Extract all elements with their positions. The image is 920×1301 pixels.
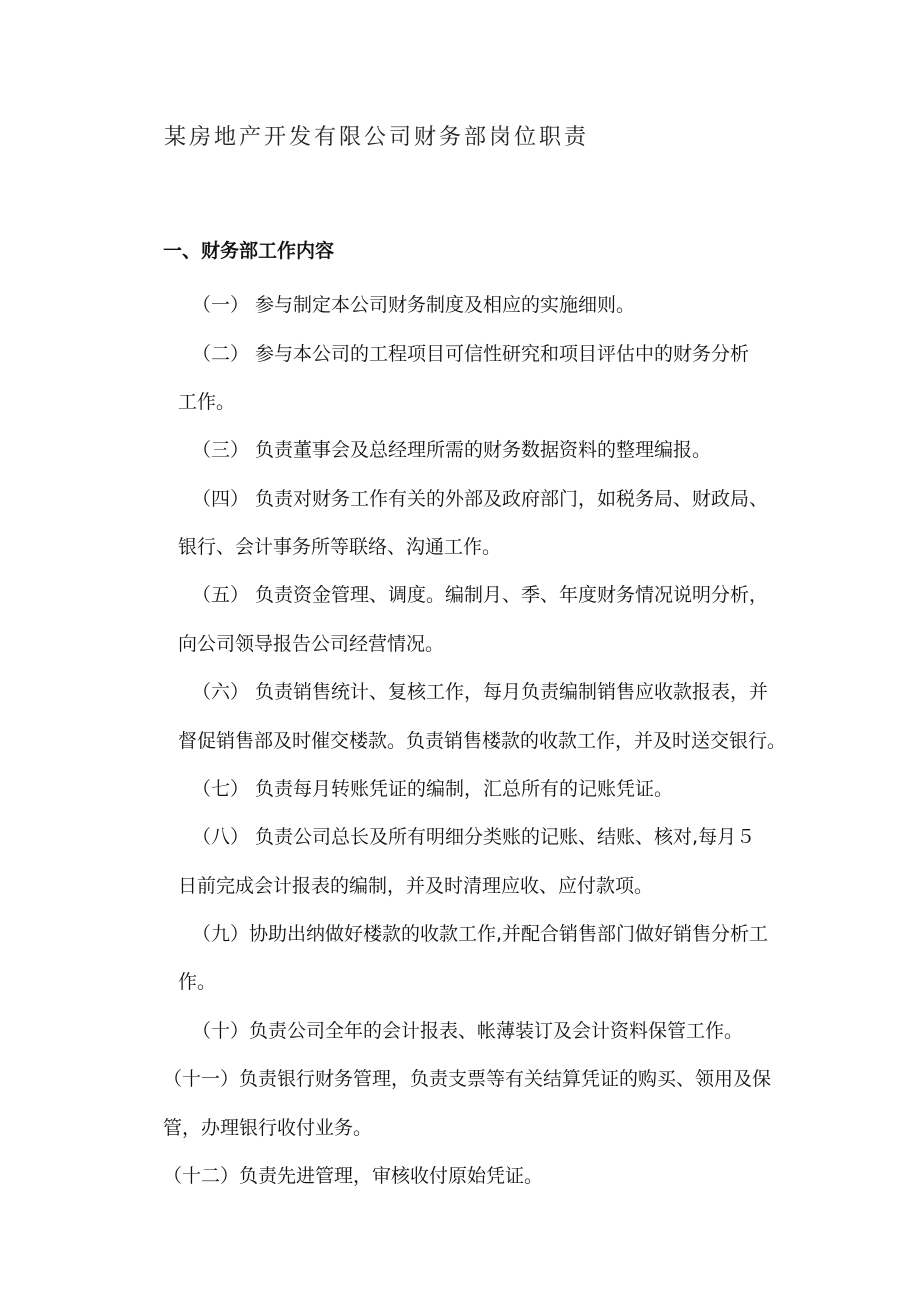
duty-line-continuation: 工作。 [178,391,236,413]
duty-line: （五） 负责资金管理、调度。编制月、季、年度财务情况说明分析， [192,584,769,606]
duty-line-continuation: 日前完成会计报表的编制，并及时清理应收、应付款项。 [178,875,654,897]
duty-line-continuation: 向公司领导报告公司经营情况。 [178,633,445,655]
duty-line: （二） 参与本公司的工程项目可信性研究和项目评估中的财务分析 [192,343,750,365]
duty-line: （九）协助出纳做好楼款的收款工作,并配合销售部门做好销售分析工 [192,923,769,945]
duty-line: （十）负责公司全年的会计报表、帐薄装订及会计资料保管工作。 [192,1020,744,1042]
duty-line: （六） 负责销售统计、复核工作，每月负责编制销售应收款报表，并 [192,681,769,703]
duty-line-continuation: 作。 [178,971,217,993]
duty-line: （十一）负责银行财务管理，负责支票等有关结算凭证的购买、领用及保 [163,1068,772,1090]
duty-line: （四） 负责对财务工作有关的外部及政府部门，如税务局、财政局、 [192,488,769,510]
duty-line-continuation: 督促销售部及时催交楼款。负责销售楼款的收款工作，并及时送交银行。 [178,730,787,752]
duty-line: （一） 参与制定本公司财务制度及相应的实施细则。 [192,294,636,316]
section-heading: 一、财务部工作内容 [163,240,335,262]
duty-line: （三） 负责董事会及总经理所需的财务数据资料的整理编报。 [192,439,712,461]
duty-line-continuation: 银行、会计事务所等联络、沟通工作。 [178,536,502,558]
duty-line-continuation: 管，办理银行收付业务。 [163,1117,373,1139]
duty-line: （七） 负责每月转账凭证的编制，汇总所有的记账凭证。 [192,778,674,800]
duty-line: （十二）负责先进管理，审核收付原始凭证。 [163,1165,544,1187]
document-title: 某房地产开发有限公司财务部岗位职责 [164,125,590,150]
duty-line: （八） 负责公司总长及所有明细分类账的记账、结账、核对,每月５ [192,826,756,848]
